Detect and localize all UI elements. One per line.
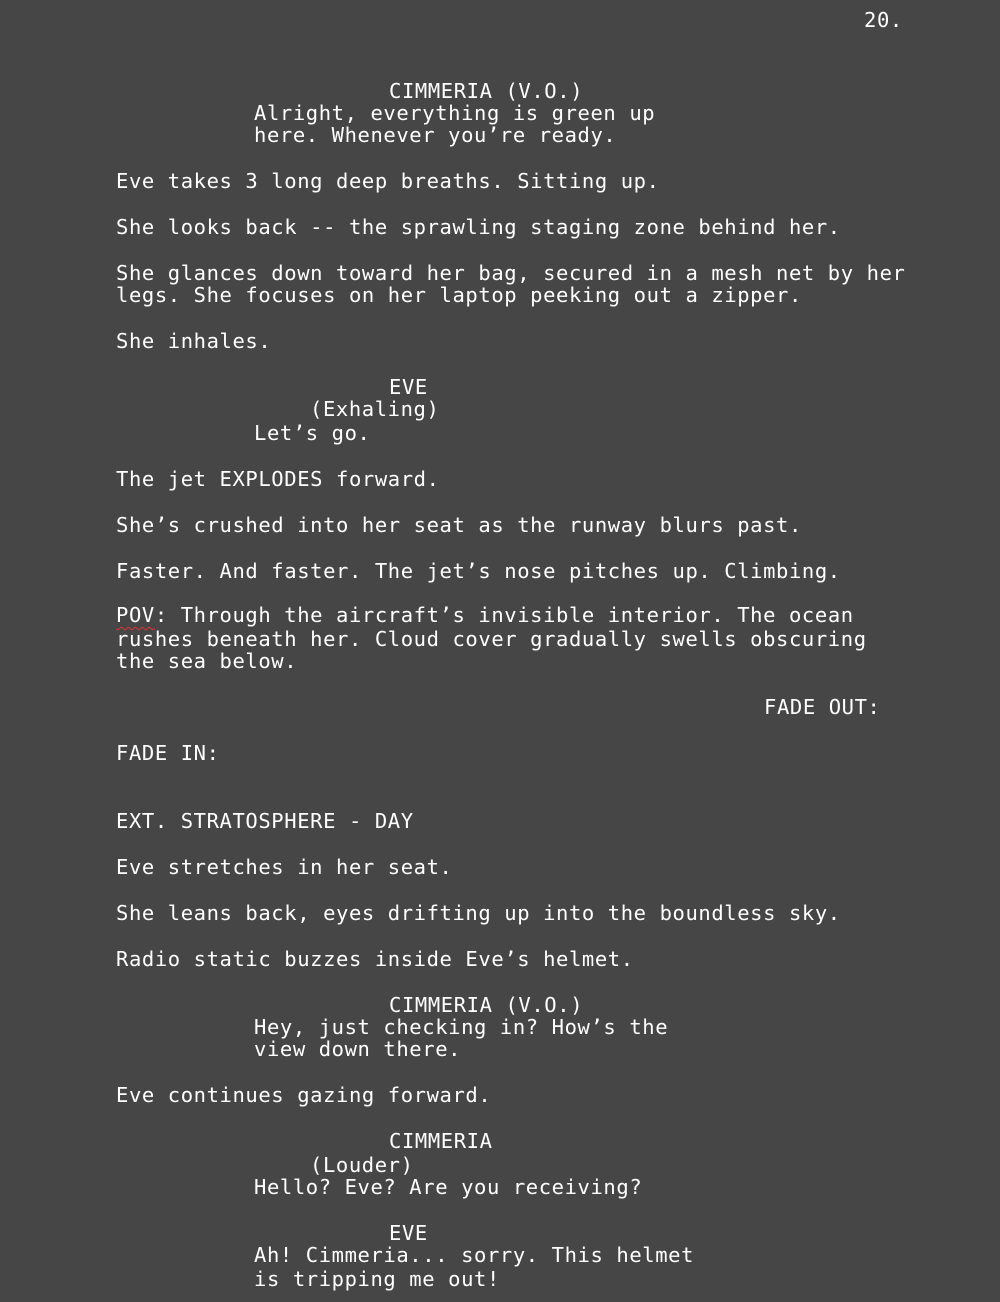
- character-cue: CIMMERIA (V.O.): [389, 993, 584, 1017]
- action-line: She glances down toward her bag, secured in a mesh net by her: [116, 261, 906, 285]
- spellcheck-underline: POV: [116, 603, 155, 627]
- dialogue: is tripping me out!: [254, 1267, 500, 1291]
- action-line: She’s crushed into her seat as the runway blurs past.: [116, 513, 802, 537]
- dialogue: here. Whenever you’re ready.: [254, 123, 617, 147]
- parenthetical: (Exhaling): [310, 397, 440, 421]
- transition: FADE OUT:: [764, 695, 881, 719]
- action-line: She leans back, eyes drifting up into the boundless sky.: [116, 901, 841, 925]
- action-line: Eve continues gazing forward.: [116, 1083, 492, 1107]
- action-line: Radio static buzzes inside Eve’s helmet.: [116, 947, 634, 971]
- character-cue: EVE: [389, 375, 428, 399]
- action-line: rushes beneath her. Cloud cover gradually swells obscuring: [116, 627, 867, 651]
- dialogue: view down there.: [254, 1037, 462, 1061]
- action-line: She looks back -- the sprawling staging zone behind her.: [116, 215, 841, 239]
- action-line: legs. She focuses on her laptop peeking out a zipper.: [116, 283, 802, 307]
- action-line: the sea below.: [116, 649, 298, 673]
- transition: FADE IN:: [116, 741, 220, 765]
- parenthetical: (Louder): [310, 1153, 414, 1177]
- action-line: Faster. And faster. The jet’s nose pitches up. Climbing.: [116, 559, 841, 583]
- page-number: 20.: [864, 8, 903, 32]
- action-line: POV: Through the aircraft’s invisible interior. The ocean: [116, 603, 854, 627]
- scene-heading: EXT. STRATOSPHERE - DAY: [116, 809, 414, 833]
- dialogue: Alright, everything is green up: [254, 101, 656, 125]
- dialogue: Hey, just checking in? How’s the: [254, 1015, 669, 1039]
- action-line: The jet EXPLODES forward.: [116, 467, 440, 491]
- action-line: Eve takes 3 long deep breaths. Sitting up.: [116, 169, 660, 193]
- dialogue: Let’s go.: [254, 421, 371, 445]
- action-line: She inhales.: [116, 329, 272, 353]
- dialogue: Ah! Cimmeria... sorry. This helmet: [254, 1243, 695, 1267]
- character-cue: CIMMERIA: [389, 1129, 493, 1153]
- action-line: Eve stretches in her seat.: [116, 855, 453, 879]
- character-cue: EVE: [389, 1221, 428, 1245]
- dialogue: Hello? Eve? Are you receiving?: [254, 1175, 643, 1199]
- character-cue: CIMMERIA (V.O.): [389, 79, 584, 103]
